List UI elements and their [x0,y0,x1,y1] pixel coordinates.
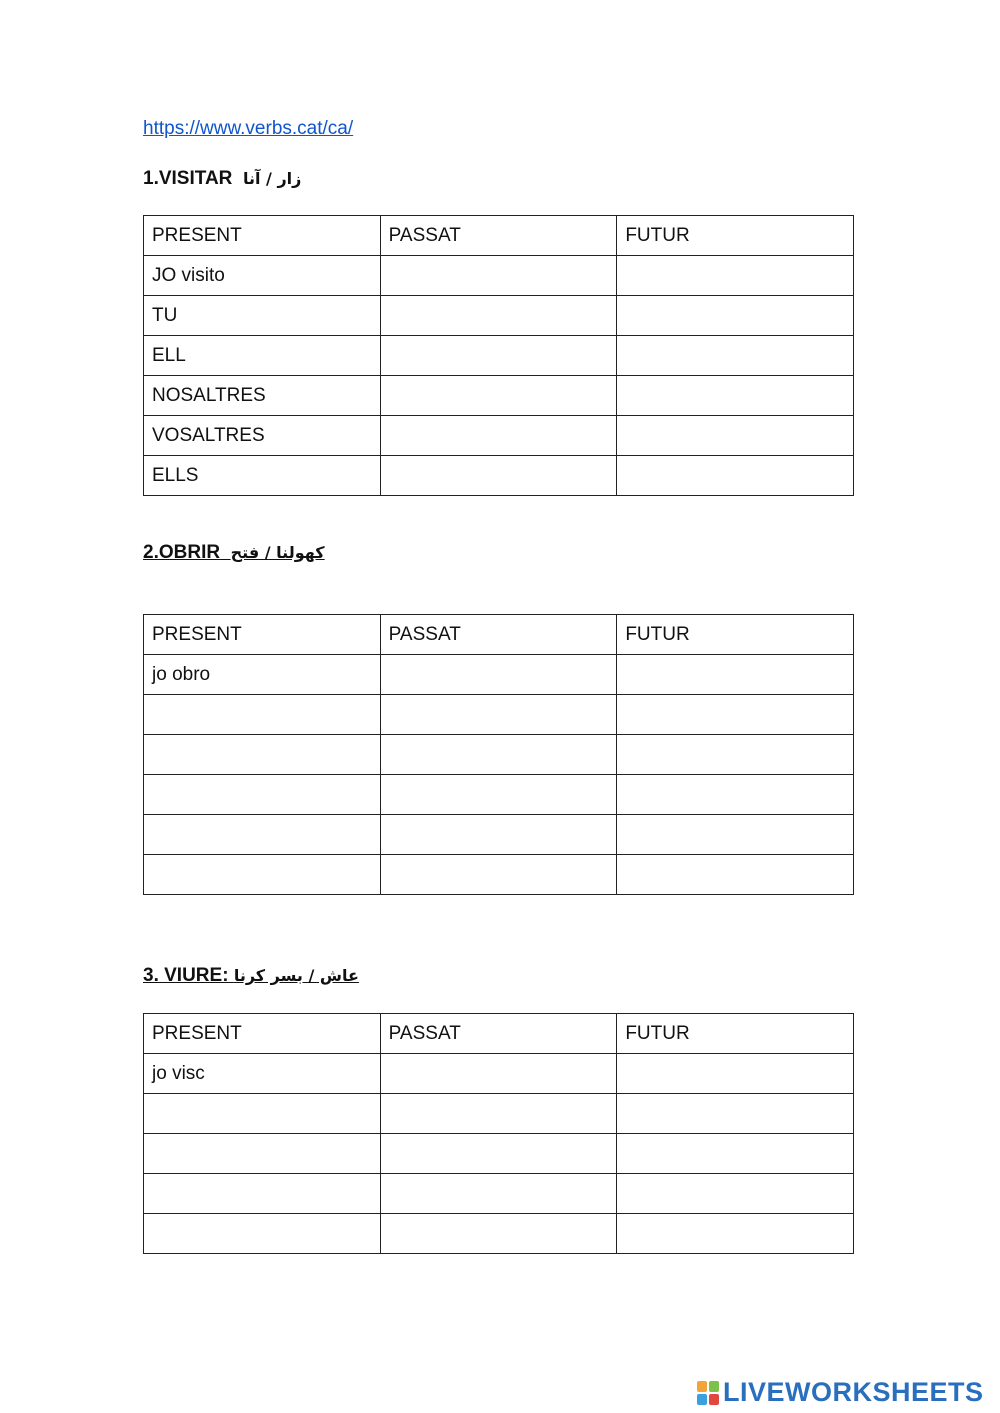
table-row [144,416,854,456]
table-row [144,695,854,735]
table-row [144,296,854,336]
answer-cell[interactable] [617,1174,854,1214]
pronoun-cell: jo obro [144,655,381,695]
answer-cell[interactable] [617,416,854,456]
header-cell: FUTUR [617,1014,854,1054]
answer-cell[interactable] [380,695,617,735]
answer-cell[interactable] [617,655,854,695]
logo-text: LIVEWORKSHEETS [723,1377,984,1407]
logo-square [709,1381,719,1392]
section-3-heading [143,965,359,987]
verbs-link[interactable]: https://www.verbs.cat/ca/ [143,118,354,139]
table-row [144,655,854,695]
section-1-title: 1.VISITAR [143,168,233,189]
table-row [144,376,854,416]
logo-square [697,1381,707,1392]
answer-cell[interactable] [617,336,854,376]
conjugation-table-3 [143,1013,854,1254]
table-header-row [144,615,854,655]
pronoun-cell: JO visito [144,256,381,296]
answer-cell[interactable] [380,1094,617,1134]
conjugation-table-1 [143,215,854,496]
table-header-row [144,216,854,256]
table-row [144,1054,854,1094]
table-row [144,1214,854,1254]
answer-cell[interactable] [617,775,854,815]
pronoun-cell [144,735,381,775]
answer-cell[interactable] [380,336,617,376]
answer-cell[interactable] [380,1054,617,1094]
answer-cell[interactable] [380,296,617,336]
header-cell: PRESENT [144,1014,381,1054]
answer-cell[interactable] [617,296,854,336]
table-row [144,735,854,775]
table-header-row [144,1014,854,1054]
answer-cell[interactable] [617,1214,854,1254]
pronoun-cell [144,855,381,895]
header-cell: PRESENT [144,615,381,655]
answer-cell[interactable] [380,855,617,895]
header-cell: PRESENT [144,216,381,256]
pronoun-cell [144,775,381,815]
header-cell: PASSAT [380,216,617,256]
conjugation-table-2 [143,614,854,895]
liveworksheets-logo [697,1377,984,1408]
table-row [144,775,854,815]
section-3-title: 3. VIURE: [143,965,229,986]
table-row [144,1174,854,1214]
answer-cell[interactable] [617,1054,854,1094]
header-cell: PASSAT [380,615,617,655]
answer-cell[interactable] [617,855,854,895]
table-row [144,1094,854,1134]
answer-cell[interactable] [617,1094,854,1134]
answer-cell[interactable] [617,256,854,296]
table-row [144,815,854,855]
pronoun-cell [144,1214,381,1254]
answer-cell[interactable] [617,376,854,416]
logo-square [709,1394,719,1405]
answer-cell[interactable] [380,815,617,855]
header-cell: FUTUR [617,615,854,655]
table-row [144,256,854,296]
section-1-heading [143,168,301,190]
logo-mark-icon [697,1381,719,1405]
pronoun-cell: TU [144,296,381,336]
table-row [144,336,854,376]
answer-cell[interactable] [617,815,854,855]
pronoun-cell [144,1174,381,1214]
answer-cell[interactable] [380,1134,617,1174]
answer-cell[interactable] [380,256,617,296]
pronoun-cell: VOSALTRES [144,416,381,456]
header-cell: PASSAT [380,1014,617,1054]
pronoun-cell [144,1134,381,1174]
pronoun-cell [144,695,381,735]
answer-cell[interactable] [380,456,617,496]
answer-cell[interactable] [617,1134,854,1174]
section-2-title: 2.OBRIR [143,542,221,563]
table-row [144,456,854,496]
answer-cell[interactable] [380,735,617,775]
section-3-arabic: عاش / بسر كرنا [233,966,359,985]
answer-cell[interactable] [380,416,617,456]
answer-cell[interactable] [617,735,854,775]
table-row [144,855,854,895]
answer-cell[interactable] [380,376,617,416]
answer-cell[interactable] [380,775,617,815]
answer-cell[interactable] [617,456,854,496]
table-row [144,1134,854,1174]
section-2-arabic: كهولنا / فتح [230,543,325,562]
header-cell: FUTUR [617,216,854,256]
pronoun-cell [144,815,381,855]
answer-cell[interactable] [380,1214,617,1254]
pronoun-cell: ELL [144,336,381,376]
pronoun-cell: NOSALTRES [144,376,381,416]
section-2-heading [143,542,325,564]
pronoun-cell [144,1094,381,1134]
logo-square [697,1394,707,1405]
answer-cell[interactable] [380,1174,617,1214]
pronoun-cell: ELLS [144,456,381,496]
section-1-arabic: زار / آنا [242,169,302,188]
answer-cell[interactable] [617,695,854,735]
pronoun-cell: jo visc [144,1054,381,1094]
answer-cell[interactable] [380,655,617,695]
